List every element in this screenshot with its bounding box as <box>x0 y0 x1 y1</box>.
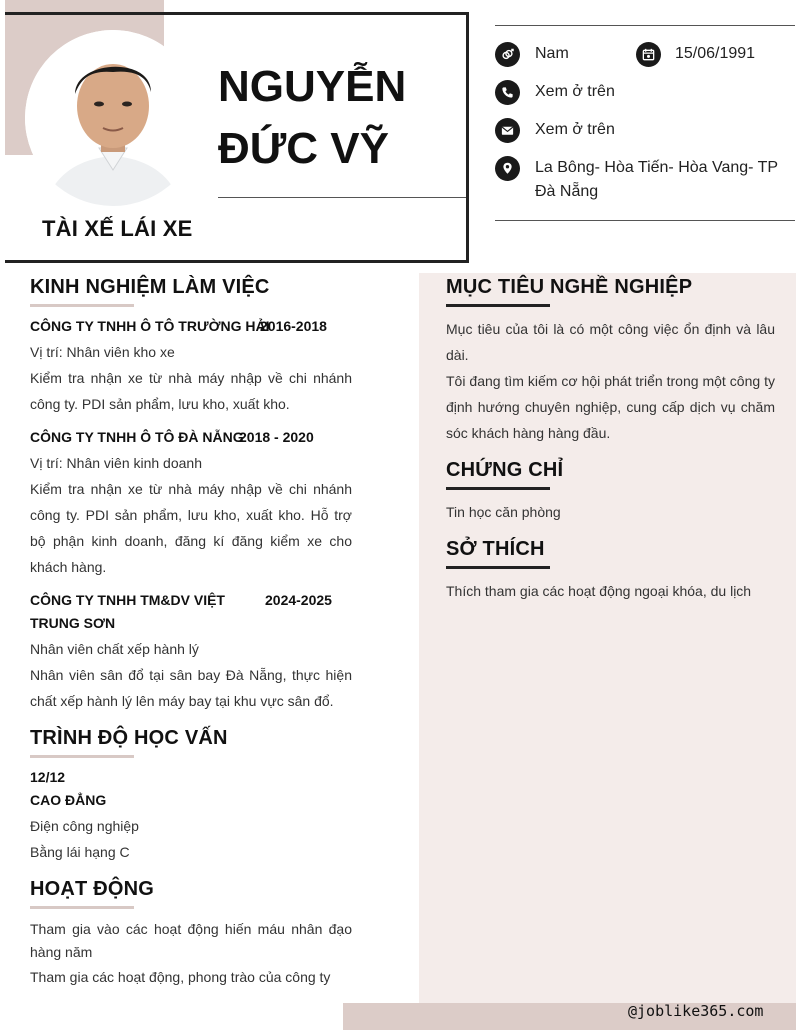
activities-underline <box>30 906 134 909</box>
job-3-company-line-1: CÔNG TY TNHH TM&DV VIỆT <box>30 592 225 608</box>
address-value <box>535 156 790 204</box>
job-2-company: CÔNG TY TNHH Ô TÔ ĐÀ NẴNG <box>30 429 244 445</box>
education-level: CAO ĐẲNG <box>30 792 107 808</box>
activities-heading: HOẠT ĐỘNG <box>30 878 155 900</box>
job-1-description: Kiểm tra nhận xe từ nhà máy nhập về chi nhánh công ty. PDI sản phẩm, lưu kho, xuất kho. <box>30 370 352 412</box>
experience-heading: KINH NGHIỆM LÀM VIỆC <box>30 276 270 298</box>
phone-icon <box>495 80 520 105</box>
activity-item-1: Tham gia vào các hoạt động hiến máu nhân đạo hàng năm <box>30 921 352 960</box>
email-icon <box>495 118 520 143</box>
site-watermark: @joblike365.com <box>628 1002 764 1020</box>
email-value: Xem ở trên <box>535 121 615 138</box>
hobbies-underline <box>446 566 550 569</box>
name-line-2: ĐỨC VỸ <box>218 124 389 173</box>
job-1-period: 2016-2018 <box>260 318 327 334</box>
objective-heading: MỤC TIÊU NGHỀ NGHIỆP <box>446 276 693 298</box>
objective-paragraph-1: Mục tiêu của tôi là có một công việc ổn định và lâu dài. <box>446 321 775 363</box>
hobbies-heading: SỞ THÍCH <box>446 538 545 560</box>
calendar-icon <box>636 42 661 67</box>
name-line-1: NGUYỄN <box>218 62 407 111</box>
objective-underline <box>446 304 550 307</box>
avatar <box>25 30 201 206</box>
candidate-name <box>218 56 458 180</box>
education-license: Bằng lái hạng C <box>30 844 130 860</box>
job-title: TÀI XẾ LÁI XE <box>42 216 193 241</box>
contact-divider-bottom <box>495 220 795 221</box>
objective-paragraph-2: Tôi đang tìm kiếm cơ hội phát triển trong một công ty định hướng chuyên nghiệp, cung cấp dịch vụ chăm sóc khách hàng hàng đầu. <box>446 373 775 441</box>
certificates-heading: CHỨNG CHỈ <box>446 459 564 481</box>
name-divider <box>218 197 466 198</box>
job-3-period: 2024-2025 <box>265 592 332 608</box>
activity-item-2: Tham gia các hoạt động, phong trào của công ty <box>30 969 331 985</box>
education-heading: TRÌNH ĐỘ HỌC VẤN <box>30 727 228 749</box>
job-1-position: Vị trí: Nhân viên kho xe <box>30 344 175 360</box>
gender-icon <box>495 42 520 67</box>
education-underline <box>30 755 134 758</box>
contact-divider-top <box>495 25 795 26</box>
job-3-company-line-2: TRUNG SƠN <box>30 615 116 631</box>
job-1-company: CÔNG TY TNHH Ô TÔ TRƯỜNG HẢI <box>30 318 270 334</box>
phone-value: Xem ở trên <box>535 83 615 100</box>
certificate-item: Tin học căn phòng <box>446 504 561 520</box>
job-3-position: Nhân viên chất xếp hành lý <box>30 641 199 657</box>
address-line-1: La Bông- Hòa Tiến- Hòa Vang- TP <box>535 159 779 176</box>
address-line-2: Đà Nẵng <box>535 183 599 200</box>
education-major: Điện công nghiệp <box>30 818 139 834</box>
certificates-underline <box>446 487 550 490</box>
job-2-description: Kiểm tra nhận xe từ nhà máy nhập về chi nhánh công ty. PDI sản phẩm, lưu kho, xuất kho. Hỗ trợ bộ phận kinh doanh, đăng kí đăng kiểm xe cho khách hàng. <box>30 481 352 575</box>
experience-underline <box>30 304 134 307</box>
gender-value: Nam <box>535 45 569 62</box>
hobby-item: Thích tham gia các hoạt động ngoại khóa, du lịch <box>446 583 752 599</box>
job-3-description: Nhân viên sân đổ tại sân bay Đà Nẵng, thực hiện chất xếp hành lý lên máy bay tại khu vực sân đổ. <box>30 667 352 709</box>
education-grade: 12/12 <box>30 769 66 785</box>
profile-photo <box>25 30 201 206</box>
job-2-period: 2018 - 2020 <box>239 429 314 445</box>
location-icon <box>495 156 520 181</box>
birthdate-value: 15/06/1991 <box>675 45 756 62</box>
job-2-position: Vị trí: Nhân viên kinh doanh <box>30 455 202 471</box>
